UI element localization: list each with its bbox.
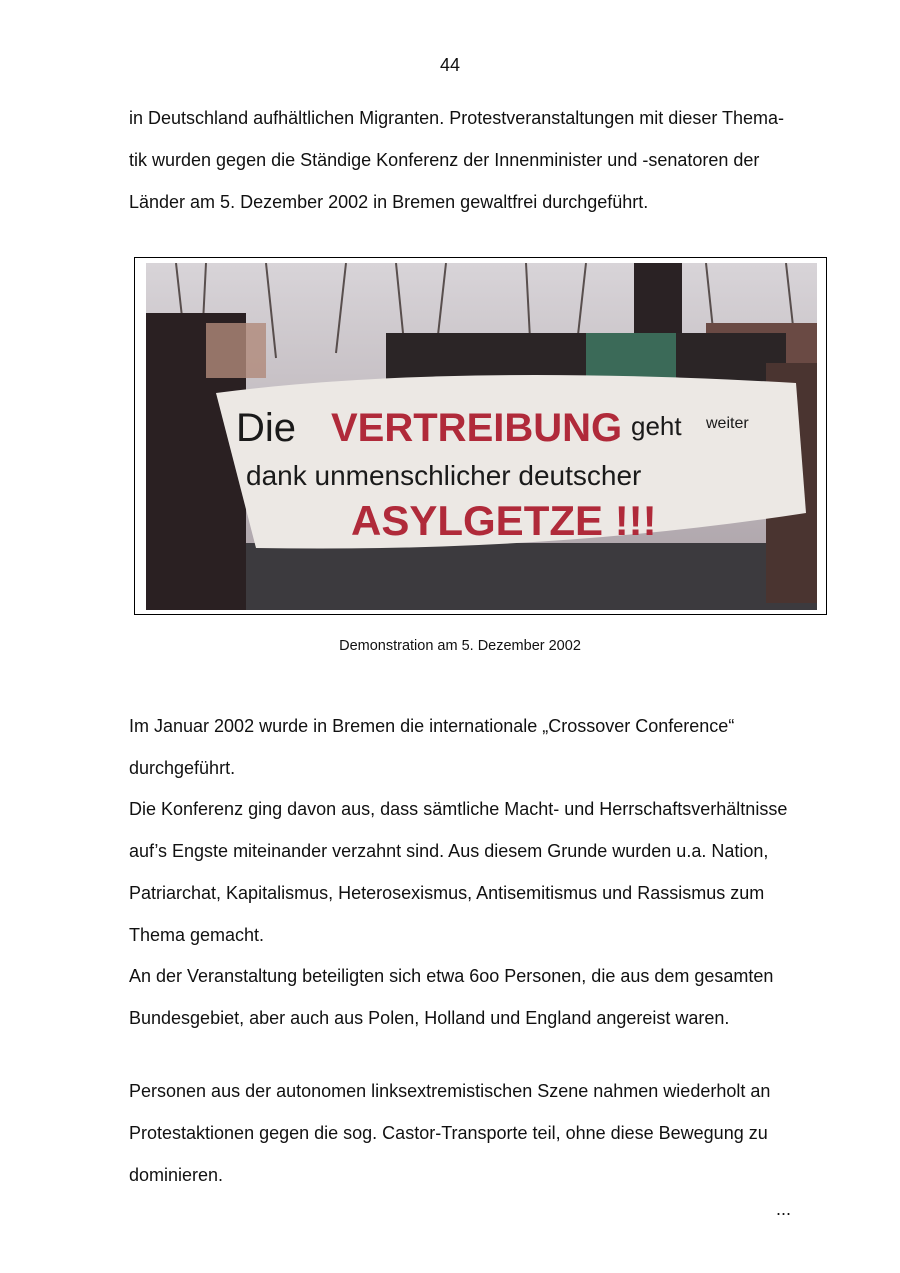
banner-text: geht [631,411,682,441]
body-line: Die Konferenz ging davon aus, dass sämtliche Macht- und Herrschaftsverhältnisse [129,799,788,819]
banner-text: VERTREIBUNG [331,406,623,450]
closing-line: Personen aus der autonomen linksextremistischen Szene nahmen wiederholt an [129,1081,771,1101]
body-line: Bundesgebiet, aber auch aus Polen, Holland und England angereist waren. [129,1008,730,1028]
figure-frame [134,257,827,615]
body-line: Im Januar 2002 wurde in Bremen die internationale „Crossover Conference“ [129,716,735,736]
body-line: Patriarchat, Kapitalismus, Heterosexismus, Antisemitismus und Rassismus zum [129,883,765,903]
body-line: Thema gemacht. [129,925,265,945]
banner-text: weiter [706,415,749,432]
intro-line: in Deutschland aufhältlichen Migranten. Protestveranstaltungen mit dieser Thema- [129,108,785,128]
continuation-marker: ... [776,1199,792,1219]
intro-line: tik wurden gegen die Ständige Konferenz der Innenminister und -senatoren der [129,150,760,170]
banner-text: ASYLGETZE !!! [351,497,657,544]
body-line: An der Veranstaltung beteiligten sich etwa 6oo Personen, die aus dem gesamten [129,966,774,986]
figure-caption: Demonstration am 5. Dezember 2002 [339,638,581,654]
body-line: durchgeführt. [129,758,236,778]
body-line: auf’s Engste miteinander verzahnt sind. Aus diesem Grunde wurden u.a. Nation, [129,841,769,861]
banner-text: Die [236,406,297,450]
closing-line: dominieren. [129,1165,224,1185]
banner-text: dank unmenschlicher deutscher [246,460,642,491]
page-number: 44 [439,55,461,75]
demonstration-photo [146,263,817,610]
intro-line: Länder am 5. Dezember 2002 in Bremen gewaltfrei durchgeführt. [129,192,649,212]
closing-line: Protestaktionen gegen die sog. Castor-Transporte teil, ohne diese Bewegung zu [129,1123,768,1143]
